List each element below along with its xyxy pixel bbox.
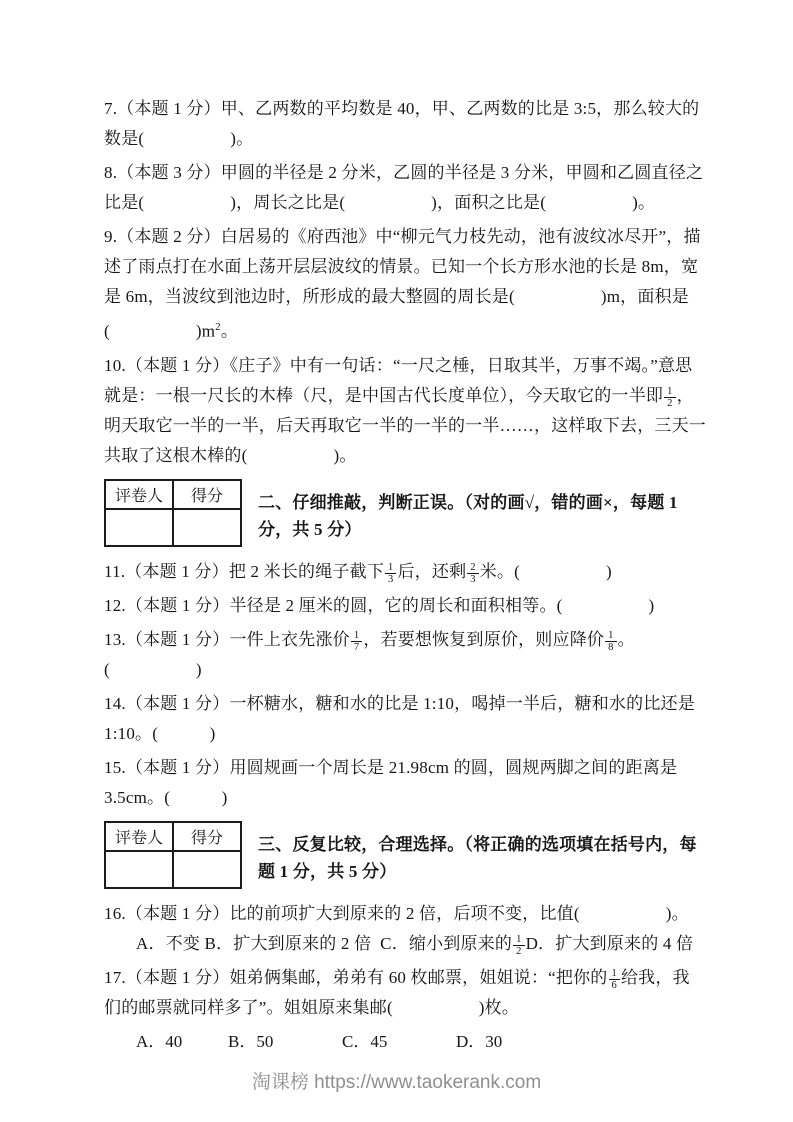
grader-blank-row <box>105 509 241 546</box>
choice-option: B．50 <box>228 1031 274 1051</box>
fraction-numerator: 1 <box>605 630 616 642</box>
grader-examiner-cell <box>105 509 173 546</box>
question-line: 10.（本题 1 分）《庄子》中有一句话：“一尺之棰，日取其半，万事不竭。”意思 <box>104 355 693 375</box>
question-line: A．不变 B．扩大到原来的 2 倍 C．缩小到原来的 $\frac{1}{2}$ D．扩大到原来的 4 倍 <box>136 933 694 958</box>
fraction-numerator: 1 <box>513 934 524 946</box>
fraction-denominator: 8 <box>608 642 614 654</box>
question-line: 14.（本题 1 分）一杯糖水，糖和水的比是 1:10，喝掉一半后，糖和水的比还是 <box>104 693 695 713</box>
fraction-denominator: 2 <box>516 946 522 958</box>
fraction-numerator: 2 <box>467 562 478 574</box>
question-line: 11.（本题 1 分）把 2 米长的绳子截下 $\frac{1}{3}$ 后，还剩 $\frac{2}{3}$ 米。( ) <box>104 561 612 586</box>
fraction <box>513 934 524 958</box>
fraction-numerator: 1 <box>385 562 396 574</box>
fraction-denominator: 7 <box>353 642 360 654</box>
question-10 <box>104 351 716 471</box>
question-line: ( )$m^2$。 <box>104 321 239 341</box>
grader-score-cell <box>173 509 241 546</box>
section-3 <box>104 821 716 889</box>
fraction-denominator: 3 <box>388 574 394 586</box>
grader-examiner-label: 评卷人 <box>105 822 173 851</box>
grader-label-row <box>105 480 241 509</box>
question-line: 13.（本题 1 分）一件上衣先涨价 $\frac{1}{7}$ ，若要想恢复到原价，则应降价 $\frac{1}{8}$ 。( ) <box>104 629 635 679</box>
question-line: 们的邮票就同样多了”。姐姐原来集邮( )枚。 <box>104 997 520 1017</box>
fraction <box>385 562 396 586</box>
question-8 <box>104 158 716 218</box>
grader-examiner-cell <box>105 851 173 888</box>
fraction <box>351 630 362 654</box>
superscript: 2 <box>215 321 221 333</box>
fraction-denominator: 3 <box>470 574 476 586</box>
grader-score-label: 得分 <box>173 480 241 509</box>
fraction-numerator: 1 <box>664 386 675 398</box>
exam-content <box>104 94 716 1061</box>
question-17 <box>104 963 716 1023</box>
footer-site-link[interactable]: 淘课榜 https://www.taokerank.com <box>251 1071 542 1093</box>
question-line: 述了雨点打在水面上荡开层层波纹的情景。已知一个长方形水池的长是 8m，宽 <box>104 257 699 276</box>
question-line: 比是( )，周长之比是( )，面积之比是( )。 <box>104 193 656 212</box>
grader-blank-row <box>105 851 241 888</box>
question-7 <box>104 94 716 154</box>
question-line: 是 6m，当波纹到池边时，所形成的最大整圆的周长是( )m，面积是 <box>104 287 689 306</box>
question-14 <box>104 689 716 749</box>
question-line: 17.（本题 1 分）姐弟俩集邮，弟弟有 60 枚邮票，姐姐说：“把你的 $\frac{1}{6}$ 给我，我 <box>104 967 690 992</box>
question-16 <box>104 899 716 959</box>
question-9 <box>104 222 716 347</box>
question-17-choices <box>104 1027 716 1057</box>
question-line: 1:10。( ) <box>104 723 216 743</box>
page-footer <box>0 1060 793 1100</box>
question-13 <box>104 625 716 685</box>
grader-label-row <box>105 822 241 851</box>
fraction <box>664 386 675 410</box>
section-header: 三、反复比较，合理选择。（将正确的选项填在括号内，每题 1 分，共 5 分） <box>258 834 697 881</box>
grader-score-table <box>104 479 242 547</box>
fraction <box>467 562 478 586</box>
question-line: 明天取它一半的一半，后天再取它一半的一半的一半……，这样取下去，三天一 <box>104 415 706 435</box>
question-line: 数是( )。 <box>104 129 254 148</box>
question-line: 12.（本题 1 分）半径是 2 厘米的圆，它的周长和面积相等。( ) <box>104 595 655 615</box>
section-header: 二、仔细推敲，判断正误。（对的画√，错的画×，每题 1 分，共 5 分） <box>258 492 678 539</box>
fraction-numerator: 1 <box>351 630 362 642</box>
grader-score-label: 得分 <box>173 822 241 851</box>
choice-option: C．45 <box>342 1031 388 1051</box>
question-11 <box>104 557 716 587</box>
question-15 <box>104 753 716 813</box>
question-line: 15.（本题 1 分）用圆规画一个周长是 21.98cm 的圆，圆规两脚之间的距离是 <box>104 757 678 777</box>
fraction <box>609 968 620 992</box>
question-line: 就是：一根一尺长的木棒（尺，是中国古代长度单位），今天取它的一半即 $\frac{1}{2}$ ， <box>104 385 694 410</box>
section-2 <box>104 479 716 547</box>
question-12 <box>104 591 716 621</box>
fraction-denominator: 2 <box>667 398 673 410</box>
question-line: 7.（本题 1 分）甲、乙两数的平均数是 40，甲、乙两数的比是 3:5，那么较大的 <box>104 99 700 118</box>
question-line: 共取了这根木棒的( )。 <box>104 445 357 465</box>
choice-option: D．30 <box>456 1031 503 1051</box>
question-line: 16.（本题 1 分）比的前项扩大到原来的 2 倍，后项不变，比值( )。 <box>104 903 689 923</box>
fraction-denominator: 6 <box>611 980 617 992</box>
question-line: 8.（本题 3 分）甲圆的半径是 2 分米，乙圆的半径是 3 分米，甲圆和乙圆直径之 <box>104 163 704 182</box>
fraction-numerator: 1 <box>609 968 620 980</box>
question-line: 3.5cm。( ) <box>104 787 228 807</box>
choice-option: A．40 <box>136 1031 183 1051</box>
grader-score-cell <box>173 851 241 888</box>
question-line: 9.（本题 2 分）白居易的《府西池》中“柳元气力枝先动，池有波纹冰尽开”，描 <box>104 227 701 246</box>
grader-score-table <box>104 821 242 889</box>
grader-examiner-label: 评卷人 <box>105 480 173 509</box>
fraction <box>605 630 616 654</box>
